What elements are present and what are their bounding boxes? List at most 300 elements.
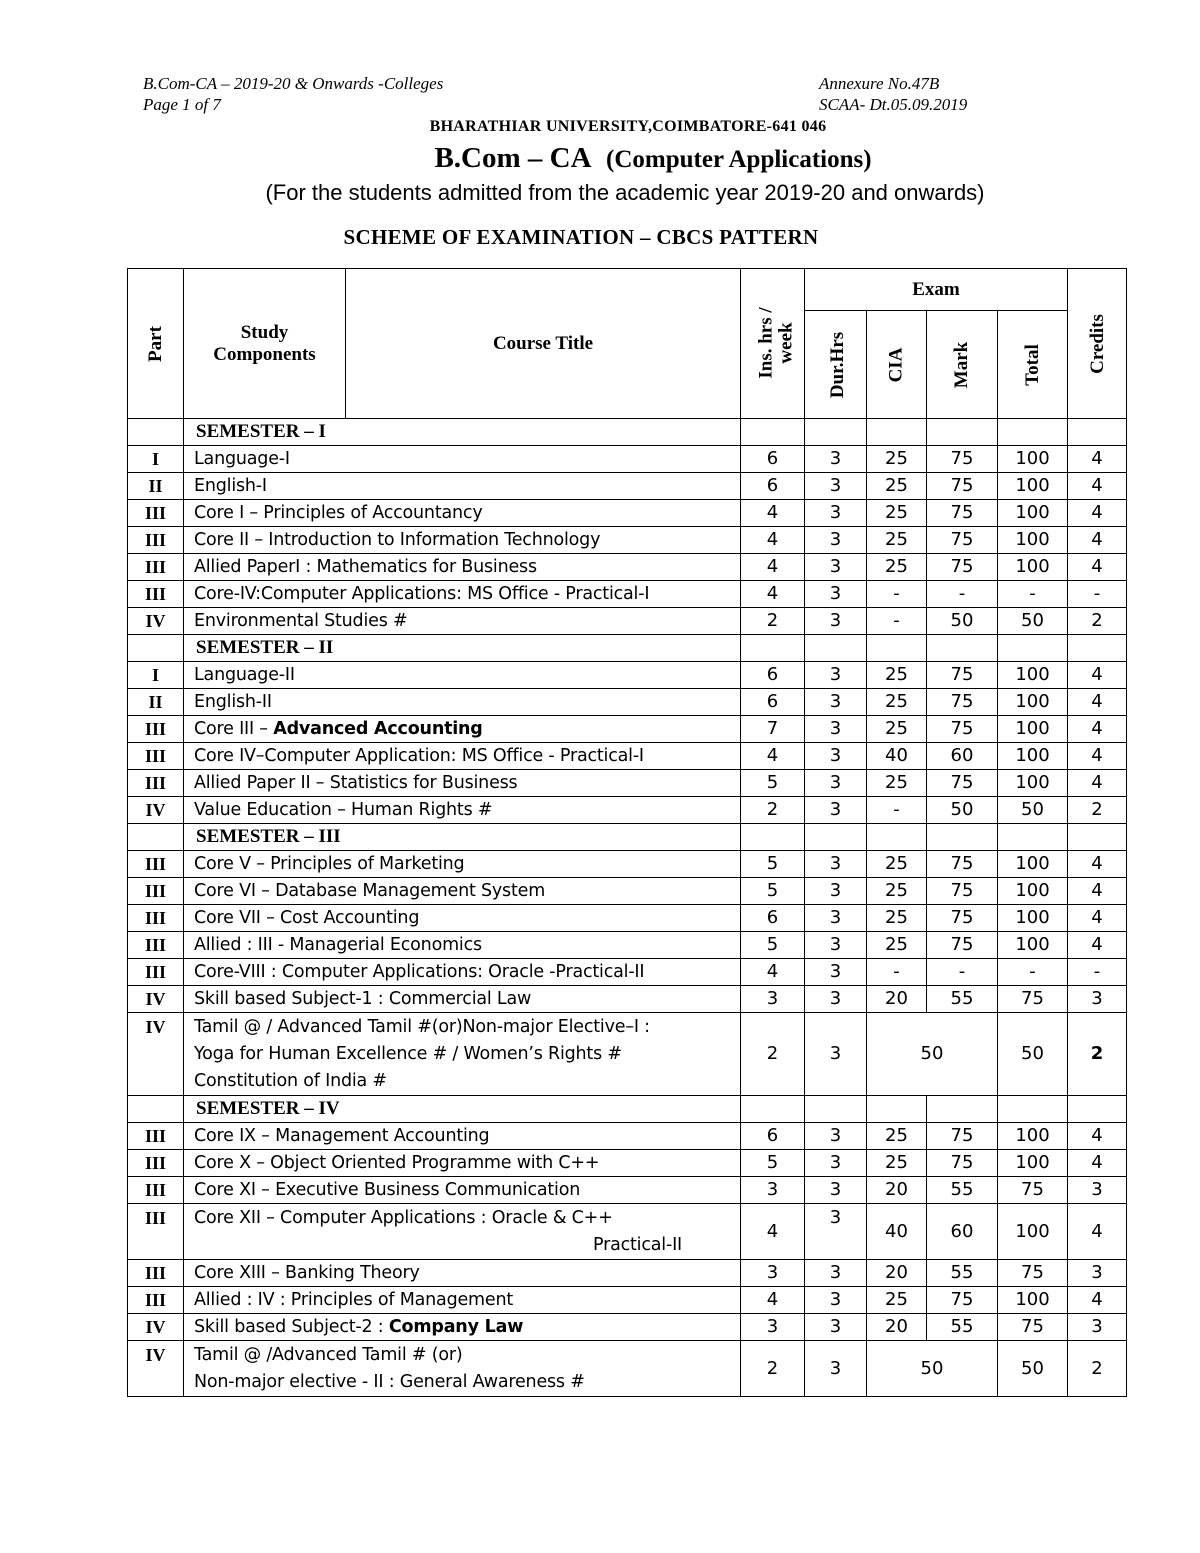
cia-cell: 20 [867, 1177, 927, 1204]
empty-cell [741, 419, 805, 446]
col-dur-hrs: Dur.Hrs [805, 311, 867, 419]
credits-cell: - [1068, 581, 1127, 608]
dur-hrs-cell: 3 [805, 905, 867, 932]
ins-hrs-cell: 4 [741, 959, 805, 986]
credits-cell: 4 [1068, 500, 1127, 527]
part-cell: III [128, 905, 184, 932]
part-cell: III [128, 932, 184, 959]
empty-cell [867, 1096, 927, 1123]
cia-cell: 25 [867, 770, 927, 797]
table-row [128, 932, 1127, 959]
ins-hrs-cell: 3 [741, 1177, 805, 1204]
ins-hrs-cell: 6 [741, 662, 805, 689]
part-cell: III [128, 878, 184, 905]
part-cell: III [128, 959, 184, 986]
part-cell: III [128, 1177, 184, 1204]
credits-cell: 4 [1068, 905, 1127, 932]
cia-cell: 40 [867, 1204, 927, 1260]
course-title-prefix: Core III – [194, 719, 274, 739]
empty-cell [1068, 1096, 1127, 1123]
mark-cell: 75 [927, 554, 998, 581]
course-title-line: Core XII – Computer Applications : Oracle & C++ [194, 1208, 613, 1228]
mark-cell: 75 [927, 446, 998, 473]
part-cell: III [128, 743, 184, 770]
course-title-cell: Core XI – Executive Business Communication [184, 1177, 741, 1204]
mark-cell: 75 [927, 500, 998, 527]
semester-label: SEMESTER – II [184, 635, 741, 662]
credits-cell: 2 [1068, 608, 1127, 635]
total-cell: 75 [998, 1314, 1068, 1341]
dur-hrs-cell: 3 [805, 1287, 867, 1314]
dur-hrs-cell: 3 [805, 797, 867, 824]
dur-hrs-cell: 3 [805, 743, 867, 770]
credits-cell: 4 [1068, 716, 1127, 743]
cia-cell: 25 [867, 851, 927, 878]
empty-cell [867, 419, 927, 446]
dur-hrs-cell: 3 [805, 608, 867, 635]
part-cell: III [128, 500, 184, 527]
cia-cell: 25 [867, 554, 927, 581]
table-row [128, 1123, 1127, 1150]
mark-cell: - [927, 959, 998, 986]
credits-cell: 4 [1068, 527, 1127, 554]
course-title-line: Constitution of India # [194, 1071, 387, 1091]
course-title-cell: Core I – Principles of Accountancy [184, 500, 741, 527]
table-row [128, 1287, 1127, 1314]
part-cell: IV [128, 1013, 184, 1096]
col-cia: CIA [867, 311, 927, 419]
dur-hrs-cell: 3 [805, 662, 867, 689]
semester-part-cell [128, 635, 184, 662]
mark-cell: 75 [927, 905, 998, 932]
credits-cell: 4 [1068, 878, 1127, 905]
dur-hrs-cell: 3 [805, 1177, 867, 1204]
ins-hrs-cell: 5 [741, 770, 805, 797]
credits-cell: 4 [1068, 1204, 1127, 1260]
credits-cell: 3 [1068, 986, 1127, 1013]
cia-cell: 25 [867, 662, 927, 689]
dur-hrs-cell: 3 [805, 1123, 867, 1150]
ins-hrs-cell: 4 [741, 1204, 805, 1260]
mark-cell: 55 [927, 1177, 998, 1204]
header-right [819, 73, 967, 115]
mark-cell: 55 [927, 986, 998, 1013]
course-title-line: Non-major elective - II : General Awareness # [194, 1372, 585, 1392]
table-row [128, 554, 1127, 581]
dur-hrs-cell: 3 [805, 500, 867, 527]
dur-hrs-cell: 3 [805, 932, 867, 959]
cia-cell: 25 [867, 716, 927, 743]
col-credits: Credits [1068, 269, 1127, 419]
part-cell: I [128, 662, 184, 689]
dur-hrs-cell: 3 [805, 473, 867, 500]
ins-hrs-cell: 3 [741, 1314, 805, 1341]
ins-hrs-cell: 4 [741, 581, 805, 608]
ins-hrs-cell: 4 [741, 743, 805, 770]
mark-cell: 75 [927, 1123, 998, 1150]
credits-cell: 4 [1068, 851, 1127, 878]
dur-hrs-cell: 3 [805, 1204, 867, 1260]
dur-hrs-cell: 3 [805, 878, 867, 905]
col-total: Total [998, 311, 1068, 419]
part-cell: III [128, 851, 184, 878]
total-cell: 75 [998, 1177, 1068, 1204]
ins-hrs-cell: 2 [741, 1013, 805, 1096]
cia-cell: 40 [867, 743, 927, 770]
cia-cell: 25 [867, 1150, 927, 1177]
cia-cell: 20 [867, 986, 927, 1013]
col-ins-hrs: Ins. hrs / week [741, 269, 805, 419]
mark-cell: 75 [927, 473, 998, 500]
table-row [128, 851, 1127, 878]
empty-cell [741, 635, 805, 662]
table-row [128, 1013, 1127, 1096]
course-title-line: Practical-II [593, 1235, 682, 1255]
credits-cell: 2 [1068, 1341, 1127, 1397]
total-cell: 50 [998, 1013, 1068, 1096]
semester-part-cell [128, 824, 184, 851]
ins-hrs-cell: 5 [741, 851, 805, 878]
course-title-bold: Company Law [388, 1317, 524, 1337]
total-cell: 75 [998, 986, 1068, 1013]
part-cell: IV [128, 1341, 184, 1397]
semester-part-cell [128, 1096, 184, 1123]
table-body [128, 419, 1127, 1397]
part-cell: III [128, 527, 184, 554]
table-row [128, 1260, 1127, 1287]
credits-cell: 2 [1068, 1013, 1127, 1096]
empty-cell [741, 824, 805, 851]
course-title-cell: Core X – Object Oriented Programme with C++ [184, 1150, 741, 1177]
course-title-cell [184, 1341, 741, 1397]
mark-cell: 60 [927, 743, 998, 770]
total-cell: 100 [998, 527, 1068, 554]
ins-hrs-cell: 6 [741, 905, 805, 932]
table-row [128, 905, 1127, 932]
empty-cell [805, 824, 867, 851]
course-title-line: Tamil @ / Advanced Tamil #(or)Non-major Elective–I : [194, 1017, 650, 1037]
dur-hrs-cell: 3 [805, 1013, 867, 1096]
part-cell: III [128, 1204, 184, 1260]
ins-hrs-cell: 2 [741, 608, 805, 635]
total-cell: 100 [998, 473, 1068, 500]
course-title-bold: Advanced Accounting [273, 719, 483, 739]
university-name: BHARATHIAR UNIVERSITY,COIMBATORE-641 046 [429, 118, 827, 135]
mark-cell: 75 [927, 1287, 998, 1314]
table-row [128, 770, 1127, 797]
total-cell: 100 [998, 770, 1068, 797]
part-cell: III [128, 1260, 184, 1287]
table-row [128, 1150, 1127, 1177]
total-cell: - [998, 581, 1068, 608]
table-row [128, 608, 1127, 635]
ins-hrs-cell: 4 [741, 554, 805, 581]
dur-hrs-cell: 3 [805, 446, 867, 473]
col-course-title: Course Title [346, 269, 741, 419]
ins-hrs-cell: 6 [741, 473, 805, 500]
page-title [0, 142, 1200, 175]
credits-cell: 3 [1068, 1260, 1127, 1287]
ins-hrs-cell: 3 [741, 1260, 805, 1287]
course-title-cell: Allied : III - Managerial Economics [184, 932, 741, 959]
total-cell: 100 [998, 851, 1068, 878]
scheme-heading: SCHEME OF EXAMINATION – CBCS PATTERN [343, 225, 819, 249]
total-cell: 100 [998, 1287, 1068, 1314]
total-cell: 100 [998, 689, 1068, 716]
total-cell: 50 [998, 1341, 1068, 1397]
semester-row [128, 419, 1127, 446]
credits-cell: 4 [1068, 1287, 1127, 1314]
ins-hrs-cell: 6 [741, 446, 805, 473]
total-cell: 50 [998, 608, 1068, 635]
cia-cell: - [867, 959, 927, 986]
part-cell: III [128, 1123, 184, 1150]
semester-label: SEMESTER – III [184, 824, 741, 851]
table-row [128, 878, 1127, 905]
total-cell: 100 [998, 1150, 1068, 1177]
semester-row [128, 1096, 1127, 1123]
empty-cell [998, 419, 1068, 446]
table-row [128, 527, 1127, 554]
empty-cell [1068, 635, 1127, 662]
course-year-label: B.Com-CA – 2019-20 & Onwards -Colleges [143, 74, 444, 93]
course-title-cell: Allied : IV : Principles of Management [184, 1287, 741, 1314]
empty-cell [998, 635, 1068, 662]
empty-cell [927, 824, 998, 851]
col-study-components: Study Components [184, 269, 346, 419]
part-cell: III [128, 1287, 184, 1314]
course-title-cell: Core II – Introduction to Information Technology [184, 527, 741, 554]
table-row [128, 689, 1127, 716]
total-cell: 100 [998, 932, 1068, 959]
course-title-cell: Skill based Subject-1 : Commercial Law [184, 986, 741, 1013]
course-title-cell: Allied PaperI : Mathematics for Business [184, 554, 741, 581]
table-row [128, 1177, 1127, 1204]
total-cell: 100 [998, 716, 1068, 743]
cia-mark-cell: 50 [867, 1013, 998, 1096]
empty-cell [927, 635, 998, 662]
dur-hrs-cell: 3 [805, 959, 867, 986]
semester-label: SEMESTER – I [184, 419, 741, 446]
course-title-cell: Core-VIII : Computer Applications: Oracle -Practical-II [184, 959, 741, 986]
empty-cell [741, 1096, 805, 1123]
cia-cell: 25 [867, 932, 927, 959]
ins-hrs-cell: 5 [741, 1150, 805, 1177]
dur-hrs-cell: 3 [805, 770, 867, 797]
total-cell: 100 [998, 554, 1068, 581]
total-cell: 100 [998, 500, 1068, 527]
cia-cell: 25 [867, 473, 927, 500]
ins-hrs-cell: 2 [741, 797, 805, 824]
credits-cell: 4 [1068, 770, 1127, 797]
table-row [128, 1314, 1127, 1341]
scheme-table [127, 268, 1127, 1397]
table-row [128, 959, 1127, 986]
course-title-cell: Core IX – Management Accounting [184, 1123, 741, 1150]
ins-hrs-cell: 6 [741, 689, 805, 716]
table-row [128, 662, 1127, 689]
credits-cell: 4 [1068, 473, 1127, 500]
total-cell: - [998, 959, 1068, 986]
empty-cell [927, 1096, 998, 1123]
cia-cell: 25 [867, 689, 927, 716]
part-cell: IV [128, 1314, 184, 1341]
dur-hrs-cell: 3 [805, 689, 867, 716]
empty-cell [805, 1096, 867, 1123]
empty-cell [998, 1096, 1068, 1123]
table-row [128, 473, 1127, 500]
mark-cell: 50 [927, 797, 998, 824]
course-title-cell: Language-II [184, 662, 741, 689]
course-title-cell: Environmental Studies # [184, 608, 741, 635]
part-cell: II [128, 473, 184, 500]
cia-cell: 25 [867, 500, 927, 527]
col-exam: Exam [805, 269, 1068, 311]
empty-cell [1068, 419, 1127, 446]
semester-part-cell [128, 419, 184, 446]
scaa-date: SCAA- Dt.05.09.2019 [819, 95, 968, 114]
cia-cell: 25 [867, 1123, 927, 1150]
credits-cell: 3 [1068, 1314, 1127, 1341]
credits-cell: 4 [1068, 689, 1127, 716]
mark-cell: 75 [927, 770, 998, 797]
cia-cell: 20 [867, 1314, 927, 1341]
empty-cell [867, 635, 927, 662]
page-number: Page 1 of 7 [143, 95, 221, 114]
credits-cell: 4 [1068, 932, 1127, 959]
mark-cell: 55 [927, 1260, 998, 1287]
total-cell: 100 [998, 662, 1068, 689]
table-row [128, 743, 1127, 770]
table-row [128, 446, 1127, 473]
credits-cell: - [1068, 959, 1127, 986]
ins-hrs-cell: 4 [741, 500, 805, 527]
table-row [128, 797, 1127, 824]
total-cell: 100 [998, 905, 1068, 932]
col-mark: Mark [927, 311, 998, 419]
dur-hrs-cell: 3 [805, 716, 867, 743]
course-title-cell: Core-IV:Computer Applications: MS Office - Practical-I [184, 581, 741, 608]
course-title-prefix: Skill based Subject-2 : [194, 1317, 389, 1337]
col-part: Part [128, 269, 184, 419]
part-cell: III [128, 581, 184, 608]
credits-cell: 4 [1068, 1123, 1127, 1150]
table-row [128, 1204, 1127, 1260]
credits-cell: 3 [1068, 1177, 1127, 1204]
course-title-cell: English-I [184, 473, 741, 500]
mark-cell: 55 [927, 1314, 998, 1341]
empty-cell [867, 824, 927, 851]
course-title-cell: Core IV–Computer Application: MS Office - Practical-I [184, 743, 741, 770]
cia-cell: - [867, 797, 927, 824]
course-title-cell: Allied Paper II – Statistics for Business [184, 770, 741, 797]
credits-cell: 4 [1068, 446, 1127, 473]
credits-cell: 2 [1068, 797, 1127, 824]
total-cell: 100 [998, 1204, 1068, 1260]
cia-cell: 20 [867, 1260, 927, 1287]
mark-cell: - [927, 581, 998, 608]
header-left [143, 73, 443, 115]
part-cell: III [128, 770, 184, 797]
ins-hrs-cell: 6 [741, 1123, 805, 1150]
mark-cell: 60 [927, 1204, 998, 1260]
semester-row [128, 635, 1127, 662]
part-cell: I [128, 446, 184, 473]
empty-cell [1068, 824, 1127, 851]
part-cell: IV [128, 608, 184, 635]
course-title-cell: Core VI – Database Management System [184, 878, 741, 905]
ins-hrs-cell: 7 [741, 716, 805, 743]
ins-hrs-cell: 5 [741, 932, 805, 959]
table-row [128, 1341, 1127, 1397]
cia-cell: - [867, 581, 927, 608]
course-title-cell: Language-I [184, 446, 741, 473]
mark-cell: 75 [927, 932, 998, 959]
mark-cell: 75 [927, 878, 998, 905]
cia-mark-cell: 50 [867, 1341, 998, 1397]
cia-cell: - [867, 608, 927, 635]
annexure-number: Annexure No.47B [819, 74, 940, 93]
semester-row [128, 824, 1127, 851]
table-row [128, 716, 1127, 743]
part-cell: III [128, 716, 184, 743]
mark-cell: 75 [927, 662, 998, 689]
dur-hrs-cell: 3 [805, 986, 867, 1013]
mark-cell: 75 [927, 1150, 998, 1177]
mark-cell: 50 [927, 608, 998, 635]
mark-cell: 75 [927, 851, 998, 878]
credits-cell: 4 [1068, 554, 1127, 581]
title-sub: (Computer Applications) [606, 146, 872, 173]
dur-hrs-cell: 3 [805, 1314, 867, 1341]
empty-cell [998, 824, 1068, 851]
course-title-cell: English-II [184, 689, 741, 716]
ins-hrs-cell: 4 [741, 527, 805, 554]
total-cell: 75 [998, 1260, 1068, 1287]
dur-hrs-cell: 3 [805, 554, 867, 581]
course-title-cell: Value Education – Human Rights # [184, 797, 741, 824]
mark-cell: 75 [927, 527, 998, 554]
ins-hrs-cell: 4 [741, 1287, 805, 1314]
credits-cell: 4 [1068, 662, 1127, 689]
credits-cell: 4 [1068, 1150, 1127, 1177]
course-title-cell: Core VII – Cost Accounting [184, 905, 741, 932]
dur-hrs-cell: 3 [805, 1341, 867, 1397]
table-row [128, 581, 1127, 608]
course-title-cell [184, 1013, 741, 1096]
course-title-cell: Core V – Principles of Marketing [184, 851, 741, 878]
semester-label: SEMESTER – IV [184, 1096, 741, 1123]
total-cell: 100 [998, 1123, 1068, 1150]
title-main: B.Com – CA [434, 142, 592, 174]
dur-hrs-cell: 3 [805, 1260, 867, 1287]
total-cell: 50 [998, 797, 1068, 824]
cia-cell: 25 [867, 1287, 927, 1314]
part-cell: III [128, 554, 184, 581]
ins-hrs-cell: 5 [741, 878, 805, 905]
cia-cell: 25 [867, 446, 927, 473]
cia-cell: 25 [867, 527, 927, 554]
mark-cell: 75 [927, 689, 998, 716]
course-title-cell [184, 716, 741, 743]
total-cell: 100 [998, 743, 1068, 770]
course-title-line: Tamil @ /Advanced Tamil # (or) [194, 1345, 463, 1365]
page-subtitle: (For the students admitted from the academic year 2019-20 and onwards) [265, 180, 985, 205]
course-title-cell: Core XIII – Banking Theory [184, 1260, 741, 1287]
cia-cell: 25 [867, 878, 927, 905]
empty-cell [805, 635, 867, 662]
dur-hrs-cell: 3 [805, 1150, 867, 1177]
